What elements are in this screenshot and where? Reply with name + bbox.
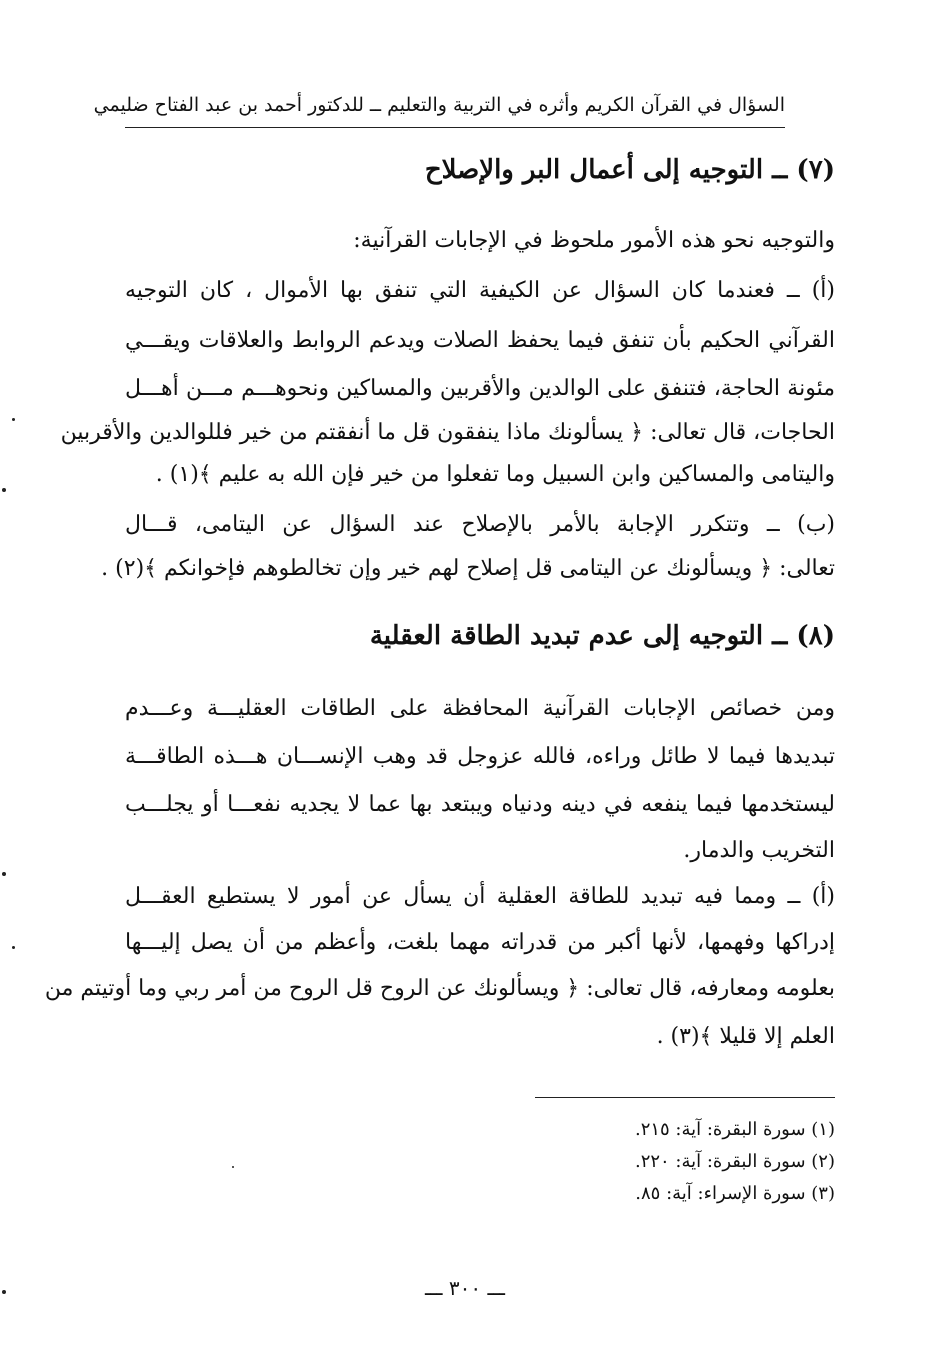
scan-speck bbox=[232, 1166, 234, 1168]
footnote: (٢) سورة البقرة: آية: ٢٢٠. bbox=[634, 1151, 835, 1172]
footnote: (١) سورة البقرة: آية: ٢١٥. bbox=[634, 1119, 835, 1140]
section-8-line: التخريب والدمار. bbox=[683, 838, 835, 863]
section-7-line: (ب) ــ وتتكرر الإجابة بالأمر بالإصلاح عند السؤال عن اليتامى، قـــال bbox=[125, 512, 836, 537]
section-7-line: واليتامى والمساكين وابن السبيل وما تفعلوا من خير فإن الله به عليم ﴾(١) . bbox=[155, 462, 835, 487]
footnote-separator bbox=[535, 1097, 835, 1098]
scan-speck bbox=[2, 872, 6, 876]
section-7-heading: (٧) ــ التوجيه إلى أعمال البر والإصلاح bbox=[424, 155, 835, 185]
section-7-line: مئونة الحاجة، فتنفق على الوالدين والأقربين والمساكين ونحوهـــم مـــن أهـــل bbox=[125, 376, 835, 401]
running-header: السؤال في القرآن الكريم وأثره في التربية والتعليم ــ للدكتور أحمد بن عبد الفتاح ضليمي bbox=[93, 94, 785, 116]
section-8-line: تبديدها فيما لا طائل وراءه، فالله عزوجل قد وهب الإنســـان هـــذه الطاقـــة bbox=[125, 744, 835, 769]
page-number: ـــ ٣٠٠ ـــ bbox=[424, 1276, 506, 1300]
section-8-heading: (٨) ــ التوجيه إلى عدم تبديد الطاقة العقلية bbox=[369, 621, 835, 651]
section-8-line: إدراكها وفهمها، لأنها أكبر من قدراته مهما بلغت، وأعظم من أن يصل إليـــها bbox=[125, 930, 835, 955]
section-7-line: الحاجات، قال تعالى: ﴿ يسألونك ماذا ينفقون قل ما أنفقتم من خير فللوالدين والأقربين bbox=[60, 420, 835, 445]
section-8-line: العلم إلا قليلا ﴾(٣) . bbox=[656, 1024, 835, 1049]
section-7-line: (أ) ــ فعندما كان السؤال عن الكيفية التي تنفق بها الأموال ، كان التوجيه bbox=[125, 278, 835, 303]
scan-speck bbox=[12, 418, 15, 421]
scan-speck bbox=[12, 946, 15, 949]
header-rule bbox=[125, 127, 785, 128]
section-7-line: القرآني الحكيم بأن تنفق فيما يحفظ الصلات ويدعم الروابط والعلاقات ويقـــي bbox=[125, 328, 835, 353]
section-7-line: والتوجيه نحو هذه الأمور ملحوظ في الإجابات القرآنية: bbox=[353, 228, 835, 253]
scan-speck bbox=[2, 488, 6, 492]
section-8-line: بعلومه ومعارفه، قال تعالى: ﴿ ويسألونك عن الروح قل الروح من أمر ربي وما أوتيتم من bbox=[44, 976, 835, 1001]
scan-speck bbox=[2, 1290, 6, 1294]
section-8-line: (أ) ــ ومما فيه تبديد للطاقة العقلية أن يسأل عن أمور لا يستطيع العقـــل bbox=[125, 884, 835, 909]
footnote: (٣) سورة الإسراء: آية: ٨٥. bbox=[635, 1183, 835, 1204]
section-8-line: ليستخدمها فيما ينفعه في دينه ودنياه ويبتعد بها عما لا يجديه نفعـــا أو يجلـــب bbox=[125, 792, 835, 817]
section-8-line: ومن خصائص الإجابات القرآنية المحافظة على الطاقات العقليـــة وعـــدم bbox=[125, 696, 835, 721]
section-7-line: تعالى: ﴿ ويسألونك عن اليتامى قل إصلاح لهم خير وإن تخالطوهم فإخوانكم ﴾(٢) . bbox=[101, 556, 835, 581]
